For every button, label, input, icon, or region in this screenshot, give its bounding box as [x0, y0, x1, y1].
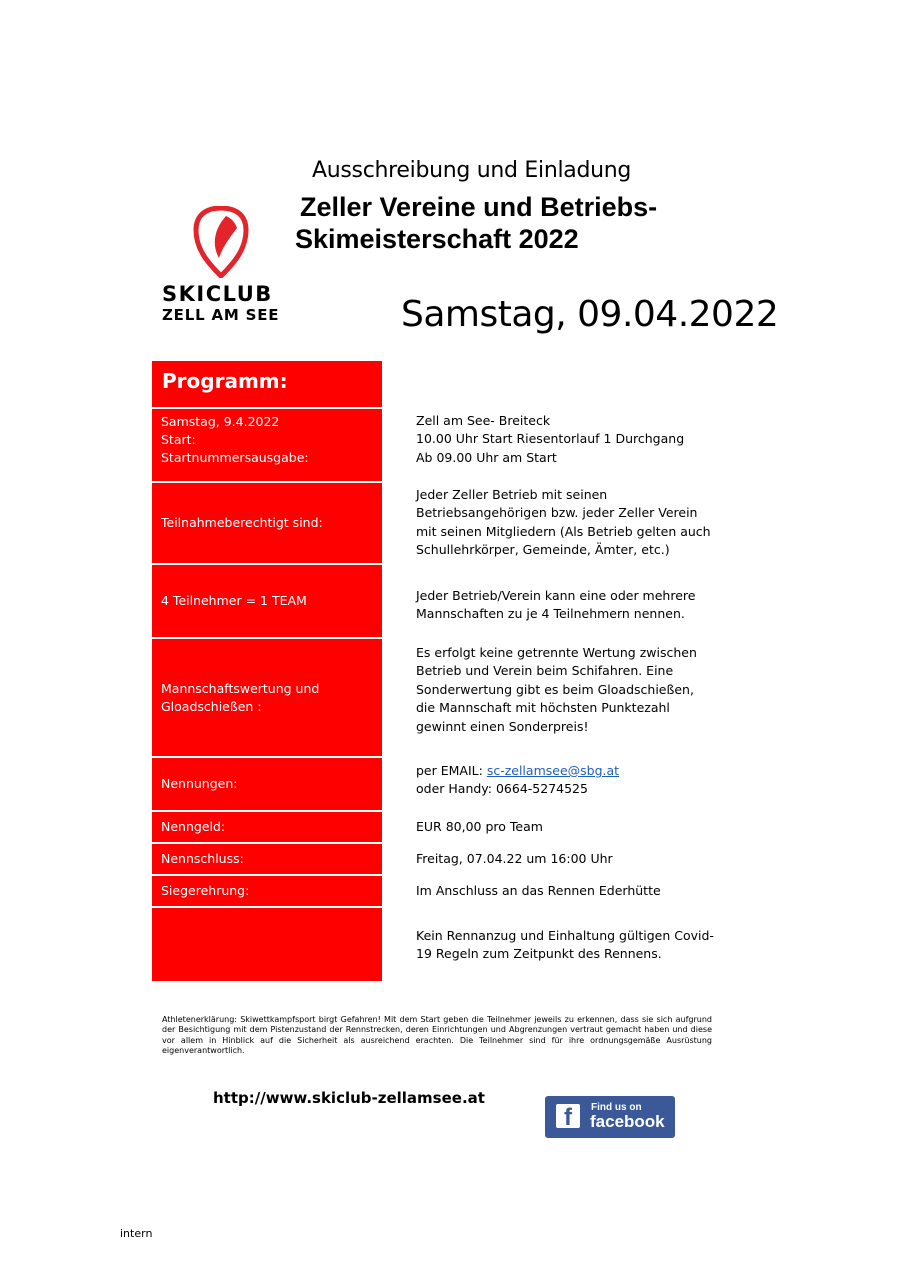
- program-label-cell: [152, 409, 382, 481]
- value-line: EUR 80,00 pro Team: [416, 819, 543, 834]
- skiclub-shield-icon: [193, 206, 249, 278]
- value-line: Jeder Zeller Betrieb mit seinen: [416, 487, 608, 502]
- title-line-2: Skimeisterschaft 2022: [295, 224, 579, 254]
- label-line: Startnummersausgabe:: [161, 450, 309, 465]
- program-value-cell: [416, 850, 726, 868]
- value-line: Schullehrkörper, Gemeinde, Ämter, etc.): [416, 542, 670, 558]
- label-line: Start:: [161, 432, 196, 447]
- value-line: Zell am See- Breiteck: [416, 413, 551, 428]
- value-line: mit seinen Mitgliedern (Als Betrieb gelten auch: [416, 523, 711, 539]
- program-label-cell: [152, 812, 382, 842]
- label-line: Nenngeld:: [161, 819, 226, 834]
- label-line: Gloadschießen :: [161, 698, 262, 714]
- value-line: Es erfolgt keine getrennte Wertung zwischen: [416, 645, 697, 660]
- value-line: Im Anschluss an das Rennen Ederhütte: [416, 883, 661, 898]
- value-line: Jeder Betrieb/Verein kann eine oder mehrere: [416, 588, 696, 603]
- program-value-cell: [416, 762, 726, 799]
- program-label-cell: [152, 876, 382, 906]
- value-line: Betriebsangehörigen bzw. jeder Zeller Verein: [416, 505, 698, 521]
- subtitle: Ausschreibung und Einladung: [312, 158, 632, 183]
- facebook-badge[interactable]: [545, 1096, 675, 1138]
- program-label-cell-empty: [152, 908, 382, 981]
- program-value-cell: [416, 486, 726, 560]
- value-line: Ab 09.00 Uhr am Start: [416, 449, 557, 465]
- value-line: Betrieb und Verein beim Schifahren. Eine: [416, 663, 674, 679]
- website-link[interactable]: http://www.skiclub-zellamsee.at: [213, 1089, 485, 1107]
- athlete-disclaimer: Athletenerklärung: Skiwettkampfsport birgt Gefahren! Mit dem Start geben die Teilnehmer jeweils zu erkennen, dass sie sich aufgrund der Besichtigung mit dem Pistenzustand der Rennstrecken, deren Einrichtungen und Abgrenzungen vertraut gemacht haben und diese vor allem in Hinblick auf die Sicherheit als ausreichend erachten. Die Teilnehmer sind für ihre ordnungsgemäße Ausrüstung eigenverantwortlich.: [162, 1015, 712, 1056]
- value-line: [416, 762, 726, 780]
- classification-label: intern: [120, 1227, 153, 1240]
- program-label-cell: [152, 639, 382, 756]
- value-line: 19 Regeln zum Zeitpunkt des Rennens.: [416, 946, 662, 962]
- program-label-cell: [152, 844, 382, 874]
- label-line: Teilnahmeberechtigt sind:: [161, 515, 323, 530]
- program-value-cell: [416, 818, 726, 836]
- program-value-cell: [416, 882, 726, 900]
- label-line: Mannschaftswertung und: [161, 680, 320, 696]
- program-value-cell: [416, 644, 726, 736]
- program-label-cell: [152, 758, 382, 810]
- email-prefix: per EMAIL:: [416, 763, 487, 778]
- program-value-cell: [416, 927, 726, 964]
- value-line: Mannschaften zu je 4 Teilnehmern nennen.: [416, 606, 685, 622]
- label-line: Nennschluss:: [161, 851, 244, 866]
- program-value-cell: [416, 412, 726, 467]
- value-line: Sonderwertung gibt es beim Gloadschießen,: [416, 681, 694, 697]
- program-label-cell: [152, 565, 382, 637]
- program-value-cell: [416, 587, 726, 624]
- event-date: Samstag, 09.04.2022: [401, 294, 779, 335]
- logo-text-skiclub: SKICLUB: [162, 282, 273, 306]
- phone-line: oder Handy: 0664-5274525: [416, 781, 588, 797]
- email-link[interactable]: sc-zellamsee@sbg.at: [486, 763, 620, 778]
- facebook-find-text: Find us on: [591, 1102, 642, 1113]
- label-line: Samstag, 9.4.2022: [161, 414, 280, 429]
- label-line: Siegerehrung:: [161, 883, 250, 898]
- value-line: Freitag, 07.04.22 um 16:00 Uhr: [416, 851, 613, 866]
- value-line: 10.00 Uhr Start Riesentorlauf 1 Durchgang: [416, 431, 685, 447]
- facebook-f-icon: f: [556, 1104, 580, 1128]
- program-header: Programm:: [152, 361, 382, 407]
- value-line: Kein Rennanzug und Einhaltung gültigen Covid-: [416, 928, 714, 943]
- label-line: 4 Teilnehmer = 1 TEAM: [161, 593, 307, 608]
- title-line-1: Zeller Vereine und Betriebs-: [300, 192, 658, 222]
- logo-text-location: ZELL AM SEE: [162, 306, 280, 324]
- value-line: die Mannschaft mit höchsten Punktezahl: [416, 700, 670, 716]
- label-line: Nennungen:: [161, 776, 238, 791]
- facebook-wordmark: facebook: [590, 1112, 665, 1131]
- value-line: gewinnt einen Sonderpreis!: [416, 718, 589, 734]
- program-label-cell: [152, 483, 382, 563]
